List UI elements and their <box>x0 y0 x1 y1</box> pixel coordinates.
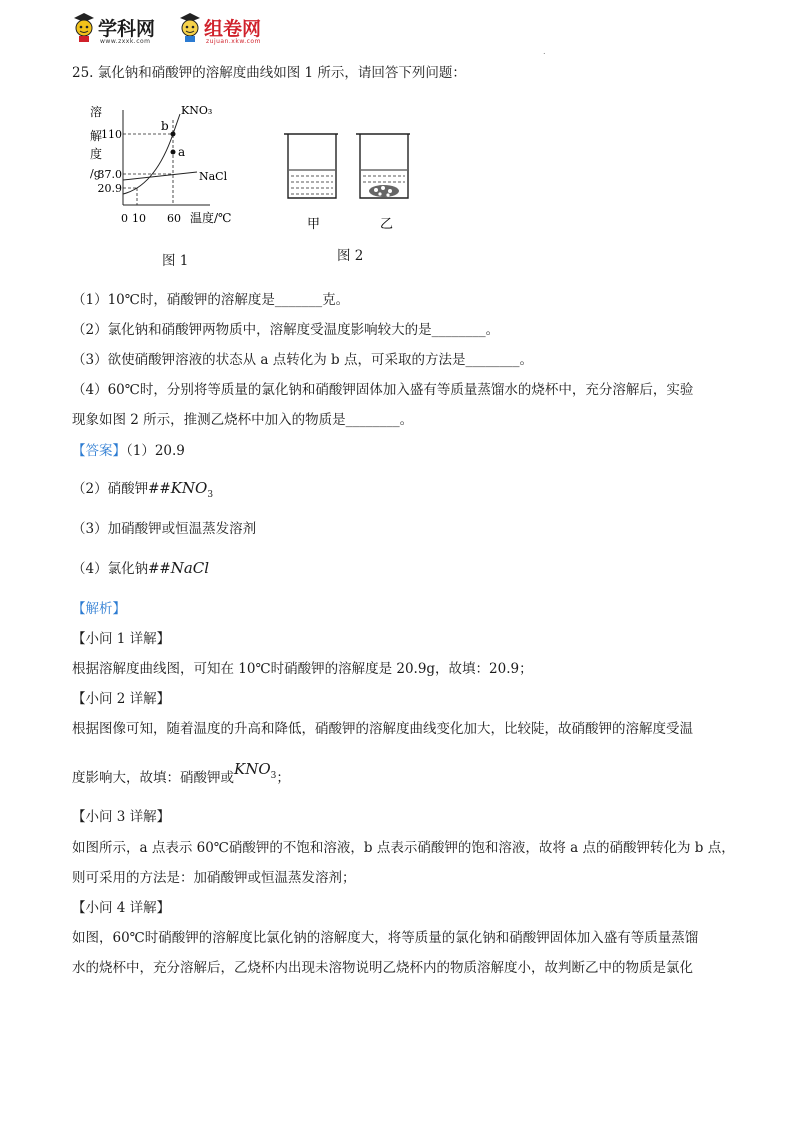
analysis-heading-3: 【小问 3 详解】 <box>72 809 171 825</box>
figure2-caption: 图 2 <box>337 248 364 264</box>
beaker-yi <box>356 134 410 198</box>
header-logos <box>72 8 372 48</box>
answer-3: （3）加硝酸钾或恒温蒸发溶剂 <box>72 521 257 537</box>
mascot-icon <box>72 10 96 44</box>
analysis-para-3-line2: 则可采用的方法是：加硝酸钾或恒温蒸发溶剂； <box>72 870 356 886</box>
y-tick-label: 20.9 <box>97 182 122 195</box>
y-label-char: 溶 <box>90 105 103 119</box>
analysis-tag: 【解析】 <box>72 601 126 617</box>
answer-line-1 <box>72 441 185 461</box>
analysis-para-2-line2: 度影响大，故填：硝酸钾或$KNO_3$； <box>72 760 290 786</box>
y-tick-label: 110 <box>101 128 122 141</box>
figure1-caption: 图 1 <box>162 253 189 269</box>
solubility-curve-figure <box>85 100 255 270</box>
analysis-para-4-line2: 水的烧杯中，充分溶解后，乙烧杯内出现未溶物说明乙烧杯内的物质溶解度小，故判断乙中的物质是氯化 <box>72 960 693 976</box>
y-label-char: /g <box>90 167 101 180</box>
nacl-curve <box>123 172 197 180</box>
analysis-para-1: 根据溶解度曲线图，可知在 10℃时硝酸钾的溶解度是 20.9g，故填：20.9； <box>72 661 533 677</box>
kno3-label: KNO₃ <box>181 104 213 117</box>
answer-2-formula: $KNO_3$ <box>170 479 214 500</box>
x-axis-label: 温度/℃ <box>190 211 232 225</box>
analysis-heading-1: 【小问 1 详解】 <box>72 631 171 647</box>
answer-1: （1）20.9 <box>126 443 185 459</box>
point-b-label: b <box>161 119 169 133</box>
y-label-char: 解 <box>90 129 103 143</box>
analysis-para-2-line1: 根据图像可知，随着温度的升高和降低，硝酸钾的溶解度曲线变化加大，比较陡，故硝酸钾的溶解度受温 <box>72 721 693 737</box>
question-4-line1: （4）60℃时，分别将等质量的氯化钠和硝酸钾固体加入盛有等质量蒸馏水的烧杯中，充分溶解后，实验 <box>72 382 694 398</box>
x-tick-label: 0 <box>121 212 128 225</box>
nacl-label: NaCl <box>199 170 228 183</box>
answer-line-2 <box>72 478 213 505</box>
y-tick-label: 37.0 <box>97 168 122 181</box>
zjw-logo-text: 组卷网 <box>204 18 262 40</box>
xkw-logo[interactable] <box>72 8 172 48</box>
analysis-para-4-line1: 如图，60℃时硝酸钾的溶解度比氯化钠的溶解度大，将等质量的氯化钠和硝酸钾固体加入盛有等质量蒸馏 <box>72 930 699 946</box>
xkw-logo-text: 学科网 <box>98 18 156 40</box>
question-stem: 25. 氯化钠和硝酸钾的溶解度曲线如图 1 所示，请回答下列问题： <box>72 65 466 81</box>
analysis-heading-2: 【小问 2 详解】 <box>72 691 171 707</box>
beakers-figure <box>280 130 420 240</box>
answer-4-text: （4）氯化钠## <box>72 561 171 577</box>
kno3-curve <box>123 114 180 194</box>
x-tick-label: 60 <box>167 212 181 225</box>
beaker-label: 甲 <box>307 217 321 232</box>
analysis-heading-4: 【小问 4 详解】 <box>72 900 171 916</box>
question-2: （2）氯化钠和硝酸钾两物质中，溶解度受温度影响较大的是________。 <box>72 322 500 338</box>
dot-mark: . <box>543 47 546 56</box>
x-tick-label: 10 <box>132 212 146 225</box>
question-4-line2: 现象如图 2 所示，推测乙烧杯中加入的物质是________。 <box>72 412 414 428</box>
question-1: （1）10℃时，硝酸钾的溶解度是_______克。 <box>72 292 350 308</box>
analysis-2-formula: $KNO_3$ <box>234 760 277 781</box>
beaker-jia <box>284 134 338 198</box>
zjw-logo[interactable] <box>178 8 348 48</box>
y-label-char: 度 <box>90 147 103 161</box>
analysis-para-3-line1: 如图所示，a 点表示 60℃硝酸钾的不饱和溶液，b 点表示硝酸钾的饱和溶液，故将 a 点的硝酸钾转化为 b 点， <box>72 840 735 856</box>
point-a-label: a <box>178 145 186 159</box>
answer-4-formula: NaCl <box>170 559 210 577</box>
xkw-logo-url: www.zxxk.com <box>100 38 151 45</box>
mascot-icon <box>178 10 202 44</box>
zjw-logo-url: zujuan.xkw.com <box>206 38 261 45</box>
point-b <box>171 132 176 137</box>
answer-2-text: （2）硝酸钾## <box>72 481 171 497</box>
beaker-label: 乙 <box>380 217 394 232</box>
question-3: （3）欲使硝酸钾溶液的状态从 a 点转化为 b 点，可采取的方法是________。 <box>72 352 533 368</box>
answer-tag: 【答案】 <box>72 443 126 459</box>
point-a <box>171 150 176 155</box>
answer-line-4 <box>72 558 209 579</box>
